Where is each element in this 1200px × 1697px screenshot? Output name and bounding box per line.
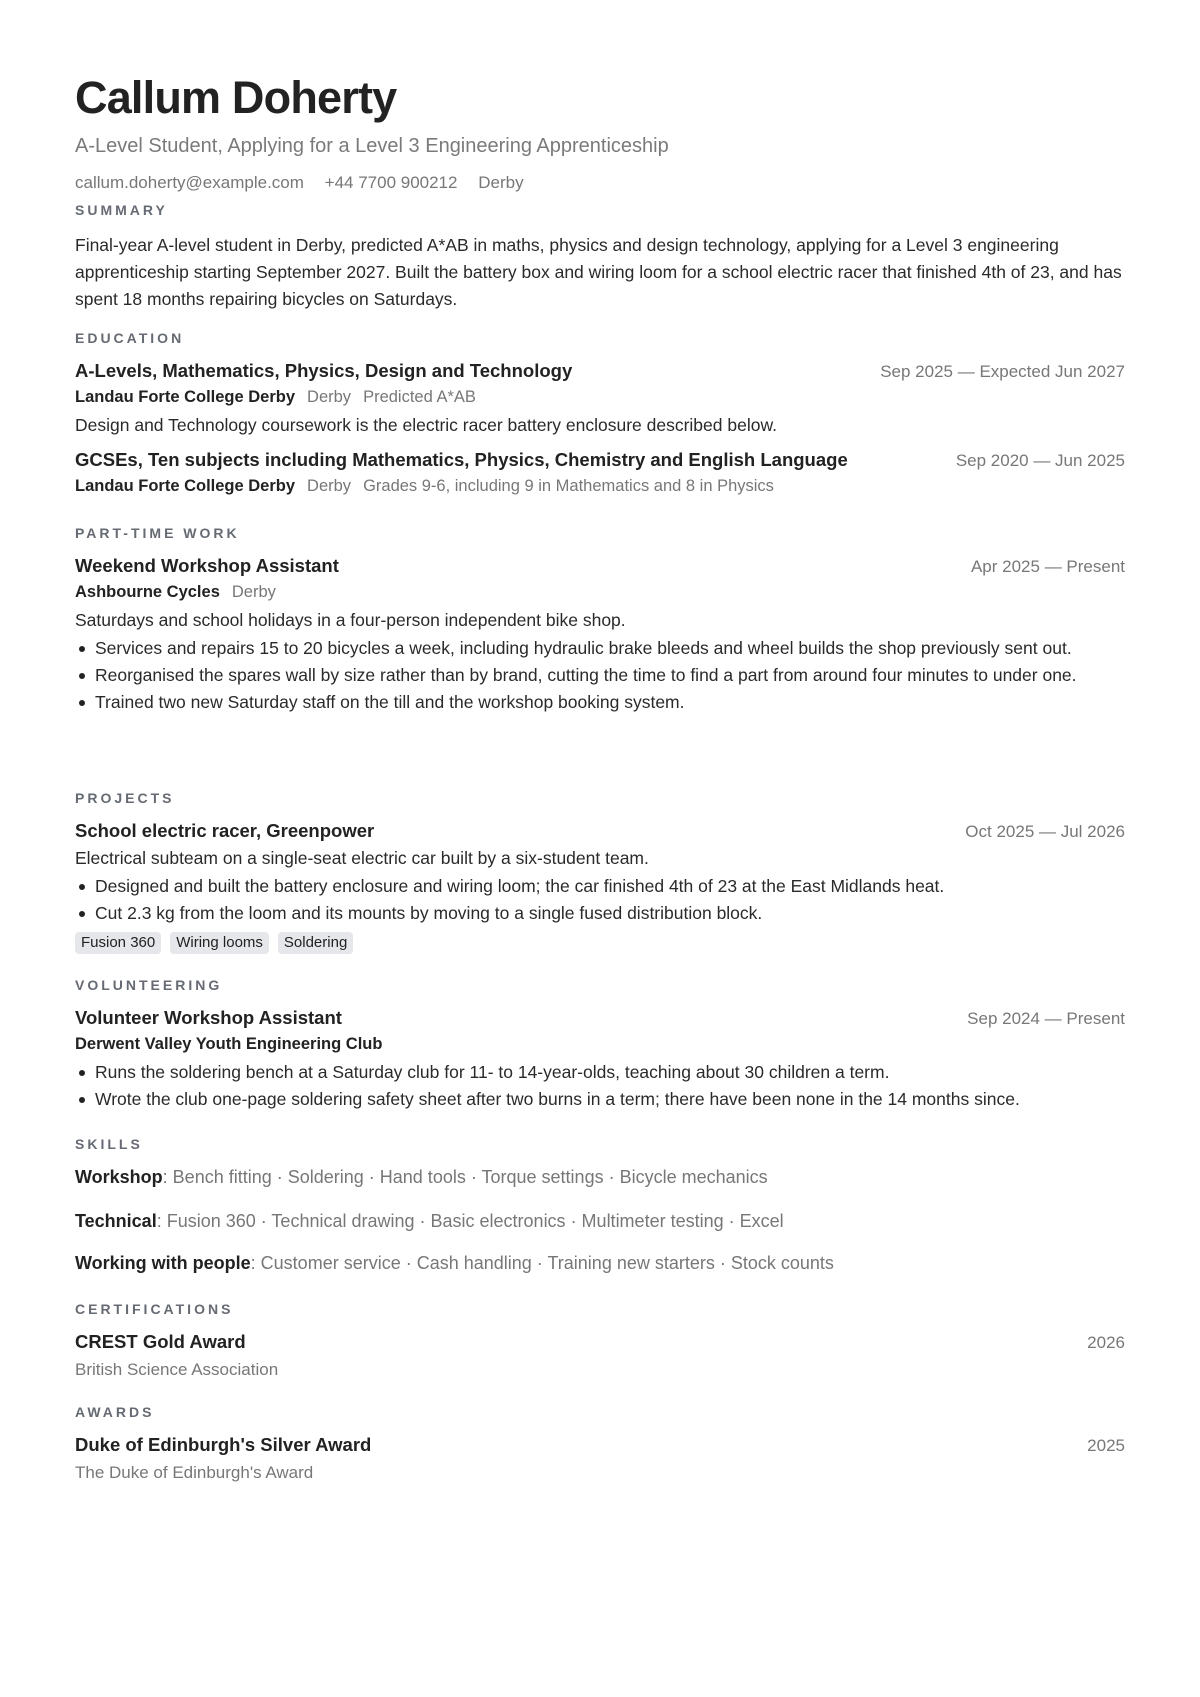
contact-location: Derby: [478, 173, 524, 192]
volunteer-dates: Sep 2024 — Present: [967, 1009, 1125, 1028]
list-item: Designed and built the battery enclosure and wiring loom; the car finished 4th of 23 at the East Midlands heat.: [75, 873, 1125, 900]
work-dates: Apr 2025 — Present: [970, 557, 1125, 576]
skill-tag: Soldering: [278, 932, 353, 954]
list-item: Trained two new Saturday staff on the till and the workshop booking system.: [75, 689, 1125, 716]
education-school: Landau Forte College Derby: [75, 477, 296, 495]
work-bullets: [75, 635, 1125, 716]
project-dates: Oct 2025 — Jul 2026: [965, 822, 1125, 841]
volunteer-role: Volunteer Workshop Assistant: [75, 1007, 342, 1028]
education-grade: Predicted A*AB: [363, 388, 476, 406]
summary-text: Final-year A-level student in Derby, predicted A*AB in maths, physics and design technology, applying for a Level 3 engineering apprenticeship starting September 2027. Built the battery box and wiring loom for a school electric racer that finished 4th of 23, and has spent 18 months repairing bicycles on Saturdays.: [75, 235, 1122, 309]
project-tags: [75, 932, 1125, 954]
award-year: 2025: [1087, 1436, 1125, 1455]
certification-name: CREST Gold Award: [75, 1331, 246, 1352]
skill-group: [75, 1250, 1125, 1276]
education-location: Derby: [307, 388, 352, 406]
skill-group-items: : Customer service · Cash handling · Training new starters · Stock counts: [250, 1253, 834, 1273]
skills-section: [75, 1134, 1125, 1276]
education-school: Landau Forte College Derby: [75, 388, 296, 406]
education-location: Derby: [307, 477, 352, 495]
list-item: Reorganised the spares wall by size rather than by brand, cutting the time to find a part from around four minutes to under one.: [75, 662, 1125, 689]
work-location: Derby: [231, 583, 276, 601]
list-item: Cut 2.3 kg from the loom and its mounts by moving to a single fused distribution block.: [75, 900, 1125, 927]
education-section: [75, 328, 1125, 498]
section-title-work: PART-TIME WORK: [75, 525, 240, 541]
volunteering-section: [75, 975, 1125, 1113]
list-item: Services and repairs 15 to 20 bicycles a week, including hydraulic brake bleeds and wheel builds the shop previously sent out.: [75, 635, 1125, 662]
candidate-headline: A-Level Student, Applying for a Level 3 Engineering Apprenticeship: [75, 135, 669, 157]
project-bullets: [75, 873, 1125, 927]
education-dates: Sep 2025 — Expected Jun 2027: [880, 362, 1125, 381]
volunteer-org: Derwent Valley Youth Engineering Club: [75, 1035, 383, 1053]
skill-group-label: Technical: [75, 1211, 157, 1231]
certification-issuer: British Science Association: [75, 1360, 279, 1379]
education-entry: [75, 447, 1125, 498]
list-item: Runs the soldering bench at a Saturday club for 11- to 14-year-olds, teaching about 30 children a term.: [75, 1059, 1125, 1086]
education-degree: GCSEs, Ten subjects including Mathematics, Physics, Chemistry and English Language: [75, 449, 848, 470]
project-name: School electric racer, Greenpower: [75, 820, 375, 841]
skill-tag: Fusion 360: [75, 932, 161, 954]
skill-group-label: Working with people: [75, 1253, 251, 1273]
summary-section: [75, 200, 1125, 313]
education-note: Design and Technology coursework is the electric racer battery enclosure described below.: [75, 415, 777, 435]
skill-tag: Wiring looms: [170, 932, 269, 954]
contact-email: callum.doherty@example.com: [75, 173, 304, 192]
skill-group: [75, 1208, 1125, 1234]
work-company: Ashbourne Cycles: [75, 583, 220, 601]
skill-group-label: Workshop: [75, 1167, 163, 1187]
certification-year: 2026: [1087, 1333, 1125, 1352]
work-description: Saturdays and school holidays in a four-person independent bike shop.: [75, 610, 626, 630]
awards-section: [75, 1402, 1125, 1485]
contact-line: [75, 171, 1125, 195]
award-issuer: The Duke of Edinburgh's Award: [75, 1463, 314, 1482]
skill-group-items: : Fusion 360 · Technical drawing · Basic electronics · Multimeter testing · Excel: [156, 1211, 784, 1231]
education-dates: Sep 2020 — Jun 2025: [955, 451, 1125, 470]
skill-group: [75, 1164, 1125, 1190]
section-title-summary: SUMMARY: [75, 202, 168, 218]
list-item: Wrote the club one-page soldering safety sheet after two burns in a term; there have been none in the 14 months since.: [75, 1086, 1125, 1113]
work-section: [75, 523, 1125, 716]
projects-section: [75, 788, 1125, 954]
section-title-awards: AWARDS: [75, 1404, 155, 1420]
award-name: Duke of Edinburgh's Silver Award: [75, 1434, 372, 1455]
education-grade: Grades 9-6, including 9 in Mathematics and 8 in Physics: [363, 477, 774, 495]
contact-phone: +44 7700 900212: [324, 173, 458, 192]
work-role: Weekend Workshop Assistant: [75, 555, 339, 576]
volunteer-bullets: [75, 1059, 1125, 1113]
section-title-skills: SKILLS: [75, 1136, 143, 1152]
education-degree: A-Levels, Mathematics, Physics, Design and Technology: [75, 360, 573, 381]
section-title-education: EDUCATION: [75, 330, 185, 346]
section-title-projects: PROJECTS: [75, 790, 175, 806]
skill-group-items: : Bench fitting · Soldering · Hand tools · Torque settings · Bicycle mechanics: [162, 1167, 768, 1187]
certifications-section: [75, 1299, 1125, 1382]
section-title-volunteering: VOLUNTEERING: [75, 977, 223, 993]
project-description: Electrical subteam on a single-seat electric car built by a six-student team.: [75, 848, 649, 868]
candidate-name: Callum Doherty: [75, 72, 397, 123]
section-title-certifications: CERTIFICATIONS: [75, 1301, 234, 1317]
education-entry: [75, 358, 1125, 439]
